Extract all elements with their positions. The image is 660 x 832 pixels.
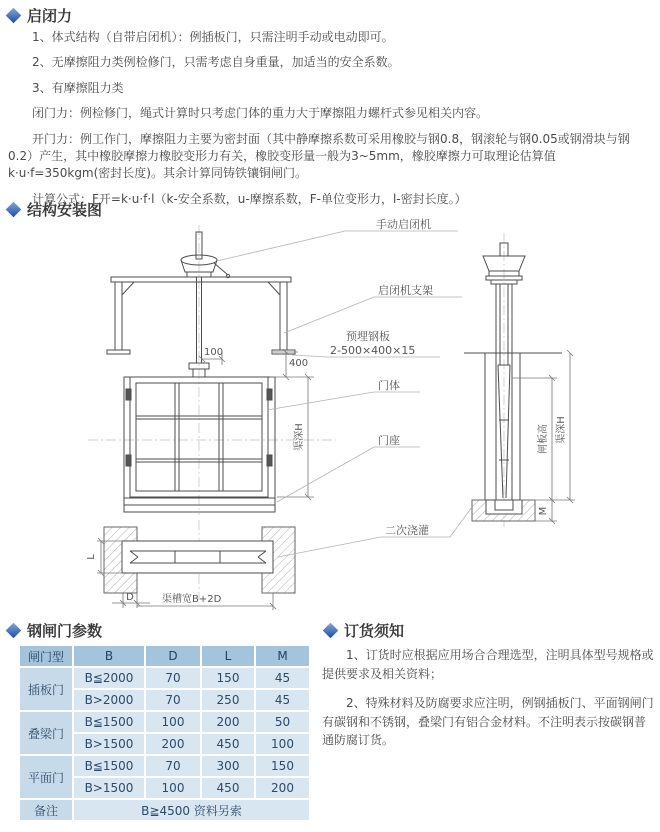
table-cell: 200	[202, 712, 254, 732]
table-note-row	[20, 800, 309, 820]
dim-channel-depth-side: 渠深H	[556, 416, 567, 444]
diamond-bullet-icon	[6, 623, 22, 639]
manual-hoist-drawing	[181, 232, 230, 278]
label-gate-body: 门体	[378, 379, 400, 392]
table-cell: B>1500	[74, 734, 144, 754]
table-cell: 100	[256, 734, 309, 754]
header-M: M	[256, 646, 309, 666]
table-cell: B≦2000	[74, 668, 144, 688]
table-cell: B>1500	[74, 778, 144, 798]
table-cell: 50	[256, 712, 309, 732]
label-secondary-grouting: 二次浇灌	[385, 524, 429, 537]
section-title-opening-force: 启闭力	[27, 7, 73, 25]
table-cell: B>2000	[74, 690, 144, 710]
gate-type-cell: 平面门	[20, 756, 72, 798]
table-cell: 100	[146, 712, 200, 732]
paragraph: 开门力：例工作门，摩擦阻力主要为密封面（其中静摩擦系数可采用橡胶与钢0.8，钢滚轮与钢0.05或钢滑块与钢0.2）产生，其中橡胶摩擦力橡胶变形力有关，橡胶变形量一般为3~5mm，橡胶摩擦力可取理论估算值k·u·f=350kgm(密封长度)。其余计算同铸铁镶铜闸门。	[8, 131, 630, 181]
label-hoist-bracket: 启闭机支架	[378, 284, 433, 297]
table-cell: 200	[146, 734, 200, 754]
table-cell: 100	[146, 778, 200, 798]
dim-D: D	[126, 592, 134, 603]
side-view	[464, 233, 562, 527]
dim-400: 400	[289, 358, 309, 369]
note-label-cell: 备注	[20, 800, 72, 820]
table-row	[20, 712, 309, 732]
dim-M: M	[538, 506, 549, 516]
table-header-row	[20, 646, 309, 666]
table-cell: 450	[202, 778, 254, 798]
dim-plate-height: 闸板高	[538, 424, 549, 454]
installation-diagram	[0, 215, 660, 617]
dim-L: L	[86, 554, 97, 560]
table-cell: 300	[202, 756, 254, 776]
dim-channel-depth-front: 渠深H	[294, 423, 305, 451]
diamond-bullet-icon	[323, 623, 339, 639]
section-title-installation: 结构安装图	[27, 201, 103, 219]
label-embedded-plate: 预埋钢板	[346, 330, 390, 343]
table-cell: B≦1500	[74, 712, 144, 732]
section-header-ordering	[325, 620, 404, 641]
table-cell: 70	[146, 690, 200, 710]
table-cell: 200	[256, 778, 309, 798]
table-row	[20, 668, 309, 688]
section-title-parameters: 钢闸门参数	[27, 622, 103, 640]
table-cell: 150	[202, 668, 254, 688]
paragraph: 2、无摩擦阻力类例检修门，只需考虑自身重量，加适当的安全系数。	[32, 55, 400, 70]
label-embedded-plate-size: 2-500×400×15	[330, 344, 416, 357]
paragraph: 闭门力：例检修门，绳式计算时只考虑门体的重力大于摩擦阻力螺杆式参见相关内容。	[32, 106, 489, 121]
diamond-bullet-icon	[6, 8, 22, 24]
plan-view	[104, 520, 295, 600]
table-cell: B≦1500	[74, 756, 144, 776]
paragraph: 3、有摩擦阻力类	[32, 80, 124, 95]
paragraph: 1、订货时应根据应用场合合理选型，注明具体型号规格或提供要求及相关资料；	[322, 648, 654, 681]
table-cell: 450	[202, 734, 254, 754]
paragraph: 1、体式结构（自带启闭机）：例插板门，只需注明手动或电动即可。	[32, 30, 394, 44]
gate-type-cell: 插板门	[20, 668, 72, 710]
opening-force-text	[8, 29, 654, 216]
front-view	[88, 225, 336, 515]
section-header-opening-force	[8, 5, 72, 26]
label-gate-seat: 门座	[378, 434, 400, 447]
table-cell: 45	[256, 690, 309, 710]
dim-100: 100	[204, 347, 224, 358]
leader-lines	[217, 231, 472, 557]
header-gate-type: 闸门型	[20, 646, 72, 666]
note-value-cell: B≧4500 资料另索	[74, 800, 309, 820]
dim-groove-width: 渠槽宽B+2D	[162, 594, 222, 605]
table-cell: 250	[202, 690, 254, 710]
gate-type-cell: 叠梁门	[20, 712, 72, 754]
header-B: B	[74, 646, 144, 666]
header-L: L	[202, 646, 254, 666]
table-cell: 70	[146, 756, 200, 776]
header-D: D	[146, 646, 200, 666]
label-manual-hoist: 手动启闭机	[376, 218, 431, 231]
ordering-text	[322, 646, 655, 761]
table-cell: 45	[256, 668, 309, 688]
paragraph-formula: 计算公式：F开=k·u·f·l（k-安全系数，u-摩擦系数，F-单位变形力，l-密封长度。）	[32, 191, 467, 206]
section-header-parameters	[8, 620, 102, 641]
section-title-ordering: 订货须知	[344, 622, 405, 640]
parameters-table	[18, 644, 311, 822]
table-row	[20, 756, 309, 776]
gate-seat-drawing	[124, 377, 275, 512]
table-cell: 70	[146, 668, 200, 688]
table-cell: 150	[256, 756, 309, 776]
paragraph: 2、特殊材料及防腐要求应注明，例钢插板门、平面钢闸门有碳钢和不锈钢，叠梁门有铝合金材料。不注明表示按碳钢普通防腐订货。	[322, 696, 654, 748]
